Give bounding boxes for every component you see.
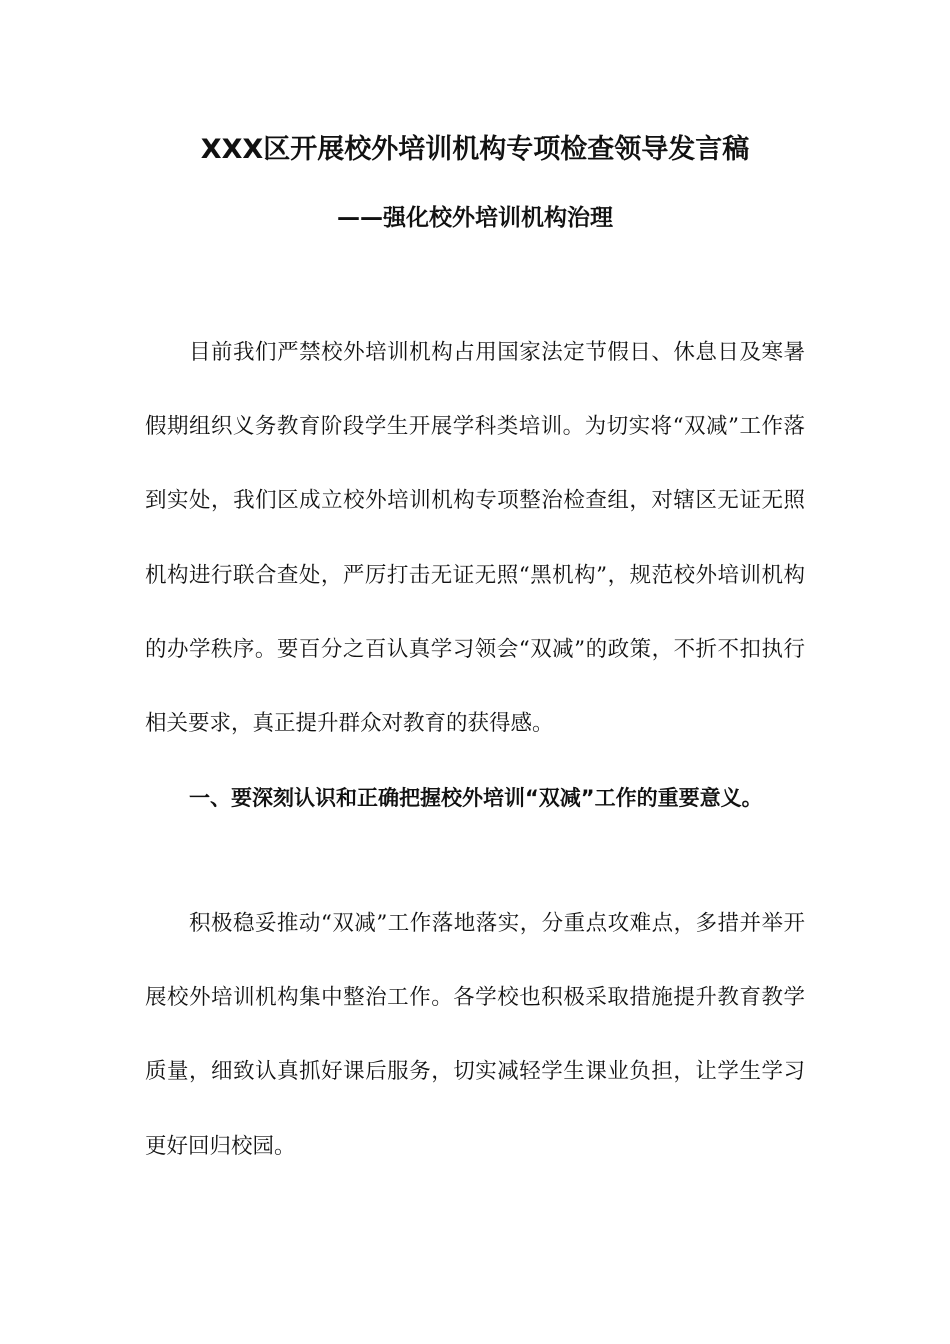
section-heading-1: 一、要深刻认识和正确把握校外培训“双减”工作的重要意义。 (189, 786, 763, 810)
paragraph-section-1: 积极稳妥推动“双减”工作落地落实，分重点攻难点，多措并举开展校外培训机构集中整治工作。各学校也积极采取措施提升教育教学质量，细致认真抓好课后服务，切实减轻学生课业负担，让学生学习更好回归校园。 (145, 911, 805, 1159)
document-subtitle: ——强化校外培训机构治理 (337, 205, 613, 231)
paragraph-intro: 目前我们严禁校外培训机构占用国家法定节假日、休息日及寒暑假期组织义务教育阶段学生开展学科类培训。为切实将“双减”工作落到实处，我们区成立校外培训机构专项整治检查组，对辖区无证无照机构进行联合查处，严厉打击无证无照“黑机构”，规范校外培训机构的办学秩序。要百分之百认真学习领会“双减”的政策，不折不扣执行相关要求，真正提升群众对教育的获得感。 (145, 340, 805, 737)
document-title: XXX区开展校外培训机构专项检查领导发言稿 (200, 134, 750, 165)
